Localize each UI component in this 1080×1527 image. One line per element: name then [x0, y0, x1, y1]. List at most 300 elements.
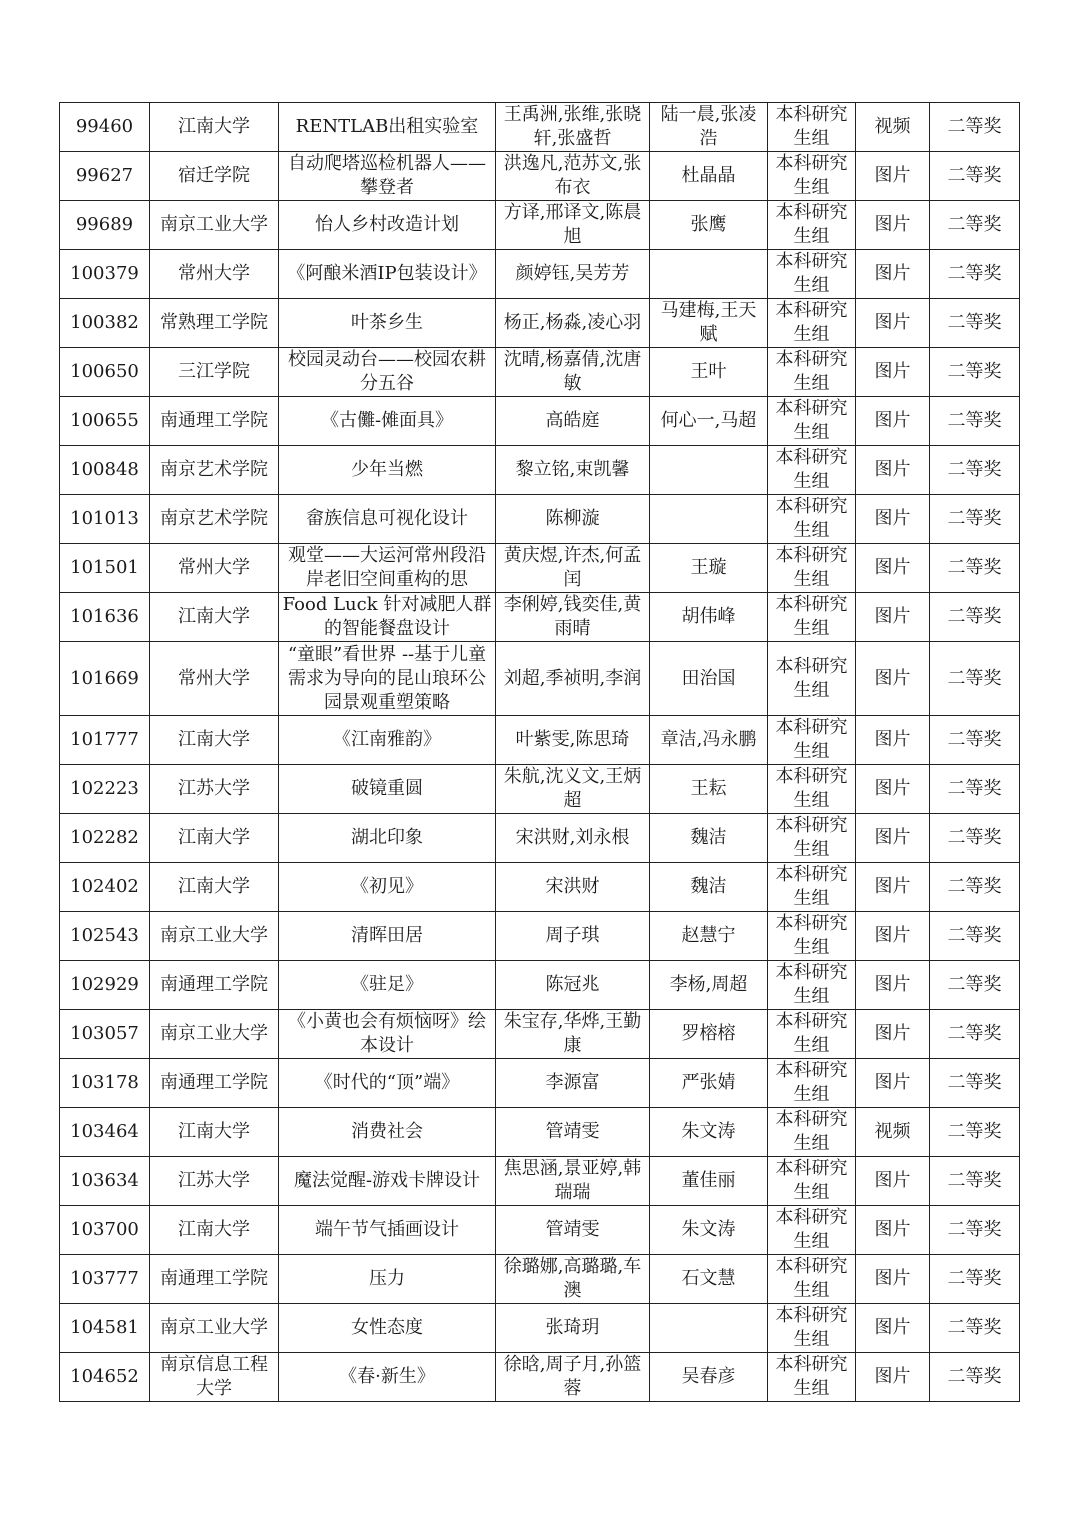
author-names-cell	[496, 716, 650, 765]
work-title: 观堂——大运河常州段沿岸老旧空间重构的思	[288, 545, 486, 590]
school-name: 江苏大学	[178, 778, 250, 799]
entry-id-cell	[60, 152, 150, 201]
author-names-cell	[496, 961, 650, 1010]
author-names: 李俐婷,钱奕佳,黄雨晴	[503, 594, 642, 639]
work-title-cell	[279, 814, 496, 863]
award-level: 二等奖	[947, 1170, 1002, 1191]
award-level-cell	[930, 1157, 1020, 1206]
entry-id-cell	[60, 1059, 150, 1108]
entry-id: 102282	[70, 827, 139, 848]
work-title-cell	[279, 961, 496, 1010]
entry-id: 100650	[70, 361, 139, 382]
entry-id: 102543	[70, 925, 139, 946]
entry-id-cell	[60, 397, 150, 446]
work-title: 《江南雅韵》	[333, 729, 441, 750]
work-title-cell	[279, 1304, 496, 1353]
work-type-cell	[856, 1255, 930, 1304]
work-type: 图片	[874, 361, 911, 382]
school-name: 常州大学	[178, 263, 250, 284]
school-name: 南京工业大学	[160, 1023, 268, 1044]
work-title: 《初见》	[351, 876, 423, 897]
advisor-names: 张鹰	[690, 214, 727, 235]
table-row	[60, 1353, 1020, 1402]
school-name: 南京工业大学	[160, 214, 268, 235]
entry-id: 99460	[75, 116, 134, 137]
work-type: 图片	[874, 557, 911, 578]
work-type-cell	[856, 103, 930, 152]
work-title: 破镜重圆	[351, 778, 423, 799]
advisor-names-cell	[650, 642, 768, 716]
table-row	[60, 642, 1020, 716]
school-name-cell	[150, 397, 279, 446]
work-title-cell	[279, 250, 496, 299]
advisor-names: 章洁,冯永鹏	[660, 729, 757, 750]
work-title: 《驻足》	[351, 974, 423, 995]
work-type-cell	[856, 152, 930, 201]
advisor-names-cell	[650, 1304, 768, 1353]
entry-id: 100382	[70, 312, 139, 333]
author-names: 管靖雯	[545, 1121, 600, 1142]
author-names-cell	[496, 299, 650, 348]
advisor-names: 董佳丽	[681, 1170, 736, 1191]
entry-id: 103634	[70, 1170, 139, 1191]
advisor-names-cell	[650, 1255, 768, 1304]
table-row	[60, 1059, 1020, 1108]
school-name-cell	[150, 103, 279, 152]
advisor-names: 严张婧	[681, 1072, 736, 1093]
school-name-cell	[150, 1255, 279, 1304]
school-name: 江南大学	[178, 1121, 250, 1142]
work-type-cell	[856, 863, 930, 912]
award-level: 二等奖	[947, 974, 1002, 995]
award-level: 二等奖	[947, 263, 1002, 284]
entry-id-cell	[60, 642, 150, 716]
work-type-cell	[856, 544, 930, 593]
category-group-cell	[768, 201, 856, 250]
author-names: 高皓庭	[545, 410, 600, 431]
school-name-cell	[150, 716, 279, 765]
entry-id-cell	[60, 912, 150, 961]
work-type-cell	[856, 961, 930, 1010]
work-type: 图片	[874, 827, 911, 848]
entry-id: 100379	[70, 263, 139, 284]
school-name-cell	[150, 544, 279, 593]
category-group-cell	[768, 642, 856, 716]
award-level: 二等奖	[947, 410, 1002, 431]
work-type-cell	[856, 495, 930, 544]
author-names: 周子琪	[545, 925, 600, 946]
table-row	[60, 103, 1020, 152]
author-names: 王禹洲,张维,张晓轩,张盛哲	[503, 104, 642, 149]
category-group-cell	[768, 1255, 856, 1304]
work-type: 图片	[874, 1366, 911, 1387]
author-names-cell	[496, 593, 650, 642]
entry-id-cell	[60, 863, 150, 912]
advisor-names: 王璇	[690, 557, 727, 578]
school-name-cell	[150, 593, 279, 642]
table-body	[60, 103, 1020, 1402]
school-name: 江南大学	[178, 827, 250, 848]
award-level-cell	[930, 912, 1020, 961]
category-group: 本科研究生组	[775, 717, 848, 762]
category-group-cell	[768, 299, 856, 348]
work-type-cell	[856, 814, 930, 863]
award-level-cell	[930, 446, 1020, 495]
award-level: 二等奖	[947, 361, 1002, 382]
entry-id-cell	[60, 716, 150, 765]
author-names-cell	[496, 1157, 650, 1206]
advisor-names-cell	[650, 912, 768, 961]
school-name-cell	[150, 814, 279, 863]
award-level-cell	[930, 1255, 1020, 1304]
entry-id: 103777	[70, 1268, 139, 1289]
award-level: 二等奖	[947, 729, 1002, 750]
advisor-names: 马建梅,王天赋	[660, 300, 757, 345]
award-level-cell	[930, 1059, 1020, 1108]
author-names: 朱航,沈义文,王炳超	[503, 766, 642, 811]
category-group-cell	[768, 1059, 856, 1108]
work-title: Food Luck 针对减肥人群的智能餐盘设计	[282, 594, 492, 639]
school-name: 江南大学	[178, 1219, 250, 1240]
work-type-cell	[856, 1010, 930, 1059]
entry-id: 99689	[75, 214, 134, 235]
school-name: 江南大学	[178, 876, 250, 897]
work-type: 视频	[874, 116, 911, 137]
entry-id: 101777	[70, 729, 139, 750]
category-group: 本科研究生组	[775, 913, 848, 958]
category-group: 本科研究生组	[775, 1060, 848, 1105]
award-level-cell	[930, 814, 1020, 863]
school-name-cell	[150, 1353, 279, 1402]
school-name: 南京工业大学	[160, 925, 268, 946]
category-group-cell	[768, 814, 856, 863]
author-names-cell	[496, 348, 650, 397]
category-group-cell	[768, 397, 856, 446]
category-group: 本科研究生组	[775, 496, 848, 541]
table-row	[60, 1108, 1020, 1157]
work-title: 清晖田居	[351, 925, 423, 946]
school-name: 江南大学	[178, 116, 250, 137]
table-row	[60, 1157, 1020, 1206]
author-names-cell	[496, 1255, 650, 1304]
category-group-cell	[768, 961, 856, 1010]
work-type-cell	[856, 1206, 930, 1255]
work-title: 消费社会	[351, 1121, 423, 1142]
work-type-cell	[856, 397, 930, 446]
author-names: 李源富	[545, 1072, 600, 1093]
author-names: 叶紫雯,陈思琦	[515, 729, 630, 750]
author-names: 方译,邢译文,陈晨旭	[503, 202, 642, 247]
category-group-cell	[768, 544, 856, 593]
work-title-cell	[279, 1010, 496, 1059]
work-type-cell	[856, 1353, 930, 1402]
advisor-names: 杜晶晶	[681, 165, 736, 186]
entry-id: 100848	[70, 459, 139, 480]
work-title-cell	[279, 912, 496, 961]
work-title: 自动爬塔巡检机器人——攀登者	[288, 153, 486, 198]
category-group-cell	[768, 250, 856, 299]
school-name-cell	[150, 642, 279, 716]
table-row	[60, 152, 1020, 201]
category-group-cell	[768, 348, 856, 397]
school-name-cell	[150, 1059, 279, 1108]
school-name-cell	[150, 1010, 279, 1059]
author-names-cell	[496, 1353, 650, 1402]
category-group-cell	[768, 1010, 856, 1059]
category-group: 本科研究生组	[775, 594, 848, 639]
entry-id-cell	[60, 348, 150, 397]
work-type-cell	[856, 765, 930, 814]
award-level: 二等奖	[947, 606, 1002, 627]
entry-id: 104652	[70, 1366, 139, 1387]
work-title-cell	[279, 1206, 496, 1255]
advisor-names: 罗榕榕	[681, 1023, 736, 1044]
school-name-cell	[150, 961, 279, 1010]
award-level-cell	[930, 495, 1020, 544]
award-level: 二等奖	[947, 1072, 1002, 1093]
advisor-names-cell	[650, 1157, 768, 1206]
category-group: 本科研究生组	[775, 1109, 848, 1154]
award-level-cell	[930, 348, 1020, 397]
work-title-cell	[279, 1157, 496, 1206]
table-row	[60, 446, 1020, 495]
advisor-names: 朱文涛	[681, 1121, 736, 1142]
table-row	[60, 716, 1020, 765]
entry-id-cell	[60, 814, 150, 863]
work-type-cell	[856, 1059, 930, 1108]
category-group: 本科研究生组	[775, 349, 848, 394]
author-names: 宋洪财,刘永根	[515, 827, 630, 848]
entry-id-cell	[60, 103, 150, 152]
work-type: 图片	[874, 312, 911, 333]
category-group-cell	[768, 1353, 856, 1402]
work-type: 图片	[874, 606, 911, 627]
author-names-cell	[496, 1108, 650, 1157]
work-type: 图片	[874, 729, 911, 750]
advisor-names-cell	[650, 152, 768, 201]
work-title-cell	[279, 299, 496, 348]
work-title-cell	[279, 1059, 496, 1108]
entry-id: 103057	[70, 1023, 139, 1044]
work-type: 图片	[874, 214, 911, 235]
work-type: 图片	[874, 925, 911, 946]
author-names-cell	[496, 103, 650, 152]
work-title: 畲族信息可视化设计	[306, 508, 468, 529]
work-title-cell	[279, 348, 496, 397]
category-group: 本科研究生组	[775, 545, 848, 590]
work-title: 少年当燃	[351, 459, 423, 480]
author-names-cell	[496, 201, 650, 250]
school-name-cell	[150, 1157, 279, 1206]
work-title-cell	[279, 103, 496, 152]
entry-id: 99627	[75, 165, 134, 186]
award-level-cell	[930, 765, 1020, 814]
author-names-cell	[496, 152, 650, 201]
entry-id: 102929	[70, 974, 139, 995]
category-group: 本科研究生组	[775, 766, 848, 811]
work-title-cell	[279, 765, 496, 814]
award-level-cell	[930, 593, 1020, 642]
author-names: 黎立铭,束凯馨	[515, 459, 630, 480]
category-group: 本科研究生组	[775, 300, 848, 345]
entry-id-cell	[60, 250, 150, 299]
award-level-cell	[930, 863, 1020, 912]
award-level-cell	[930, 201, 1020, 250]
work-type-cell	[856, 642, 930, 716]
advisor-names-cell	[650, 250, 768, 299]
work-type: 图片	[874, 974, 911, 995]
work-type: 图片	[874, 459, 911, 480]
author-names: 徐璐娜,高璐璐,车澳	[503, 1256, 642, 1301]
work-title: 校园灵动台——校园农耕分五谷	[288, 349, 486, 394]
entry-id-cell	[60, 495, 150, 544]
school-name-cell	[150, 495, 279, 544]
category-group: 本科研究生组	[775, 815, 848, 860]
table-row	[60, 961, 1020, 1010]
category-group: 本科研究生组	[775, 398, 848, 443]
author-names: 黄庆煜,许杰,何孟闰	[503, 545, 642, 590]
work-type: 图片	[874, 165, 911, 186]
category-group-cell	[768, 495, 856, 544]
category-group: 本科研究生组	[775, 1011, 848, 1056]
school-name: 南通理工学院	[160, 410, 268, 431]
advisor-names-cell	[650, 1010, 768, 1059]
school-name: 南通理工学院	[160, 1268, 268, 1289]
entry-id-cell	[60, 1353, 150, 1402]
advisor-names-cell	[650, 961, 768, 1010]
work-title: 端午节气插画设计	[315, 1219, 459, 1240]
advisor-names-cell	[650, 495, 768, 544]
author-names: 朱宝存,华烨,王勤康	[503, 1011, 642, 1056]
entry-id: 104581	[70, 1317, 139, 1338]
advisor-names: 胡伟峰	[681, 606, 736, 627]
table-row	[60, 1010, 1020, 1059]
school-name-cell	[150, 1304, 279, 1353]
author-names-cell	[496, 863, 650, 912]
award-level-cell	[930, 961, 1020, 1010]
advisor-names: 吴春彦	[681, 1366, 736, 1387]
author-names: 杨正,杨淼,凌心羽	[503, 312, 642, 333]
award-level-cell	[930, 250, 1020, 299]
school-name-cell	[150, 765, 279, 814]
category-group-cell	[768, 912, 856, 961]
author-names: 徐晗,周子月,孙篮蓉	[503, 1354, 642, 1399]
advisor-names-cell	[650, 1353, 768, 1402]
table-row	[60, 250, 1020, 299]
work-type-cell	[856, 299, 930, 348]
advisor-names-cell	[650, 103, 768, 152]
category-group: 本科研究生组	[775, 202, 848, 247]
advisor-names-cell	[650, 299, 768, 348]
work-type-cell	[856, 446, 930, 495]
school-name: 宿迁学院	[178, 165, 250, 186]
award-level: 二等奖	[947, 1219, 1002, 1240]
entry-id-cell	[60, 1157, 150, 1206]
author-names-cell	[496, 250, 650, 299]
work-title-cell	[279, 642, 496, 716]
award-level: 二等奖	[947, 1121, 1002, 1142]
work-title: 压力	[369, 1268, 405, 1289]
award-level-cell	[930, 152, 1020, 201]
table-row	[60, 1255, 1020, 1304]
award-level-cell	[930, 103, 1020, 152]
award-level: 二等奖	[947, 116, 1002, 137]
school-name: 江南大学	[178, 729, 250, 750]
table-row	[60, 397, 1020, 446]
author-names-cell	[496, 495, 650, 544]
work-type-cell	[856, 1304, 930, 1353]
entry-id: 103464	[70, 1121, 139, 1142]
table-row	[60, 299, 1020, 348]
advisor-names: 朱文涛	[681, 1219, 736, 1240]
advisor-names-cell	[650, 765, 768, 814]
author-names-cell	[496, 642, 650, 716]
work-title-cell	[279, 495, 496, 544]
work-type-cell	[856, 716, 930, 765]
work-title: 女性态度	[351, 1317, 423, 1338]
work-title-cell	[279, 152, 496, 201]
author-names: 张琦玥	[545, 1317, 600, 1338]
award-level: 二等奖	[947, 667, 1002, 689]
work-type-cell	[856, 1157, 930, 1206]
award-level-cell	[930, 1353, 1020, 1402]
entry-id-cell	[60, 299, 150, 348]
category-group: 本科研究生组	[775, 655, 848, 701]
work-title-cell	[279, 201, 496, 250]
entry-id-cell	[60, 1206, 150, 1255]
work-title-cell	[279, 1353, 496, 1402]
category-group: 本科研究生组	[775, 962, 848, 1007]
table-row	[60, 1206, 1020, 1255]
category-group: 本科研究生组	[775, 1305, 848, 1350]
work-type: 图片	[874, 1317, 911, 1338]
work-title: 湖北印象	[351, 827, 423, 848]
entry-id: 102402	[70, 876, 139, 897]
school-name-cell	[150, 152, 279, 201]
author-names-cell	[496, 544, 650, 593]
category-group: 本科研究生组	[775, 153, 848, 198]
award-table	[59, 102, 1020, 1402]
work-type: 图片	[874, 1023, 911, 1044]
advisor-names-cell	[650, 544, 768, 593]
author-names: 洪逸凡,范苏文,张布衣	[503, 153, 642, 198]
work-type-cell	[856, 593, 930, 642]
school-name-cell	[150, 250, 279, 299]
entry-id-cell	[60, 961, 150, 1010]
category-group-cell	[768, 152, 856, 201]
advisor-names: 陆一晨,张凌浩	[660, 104, 757, 149]
entry-id: 101501	[70, 557, 139, 578]
work-title: 《春·新生》	[339, 1366, 435, 1387]
school-name: 南通理工学院	[160, 974, 268, 995]
advisor-names-cell	[650, 814, 768, 863]
award-level-cell	[930, 1206, 1020, 1255]
work-title: 魔法觉醒-游戏卡牌设计	[293, 1170, 481, 1191]
award-level-cell	[930, 397, 1020, 446]
school-name: 南京艺术学院	[160, 459, 268, 480]
category-group-cell	[768, 593, 856, 642]
entry-id: 101013	[70, 508, 139, 529]
school-name-cell	[150, 863, 279, 912]
work-type: 图片	[874, 1170, 911, 1191]
table-row	[60, 1304, 1020, 1353]
work-title-cell	[279, 593, 496, 642]
work-title-cell	[279, 397, 496, 446]
author-names-cell	[496, 1059, 650, 1108]
award-level-cell	[930, 299, 1020, 348]
award-level-cell	[930, 1010, 1020, 1059]
table-row	[60, 544, 1020, 593]
